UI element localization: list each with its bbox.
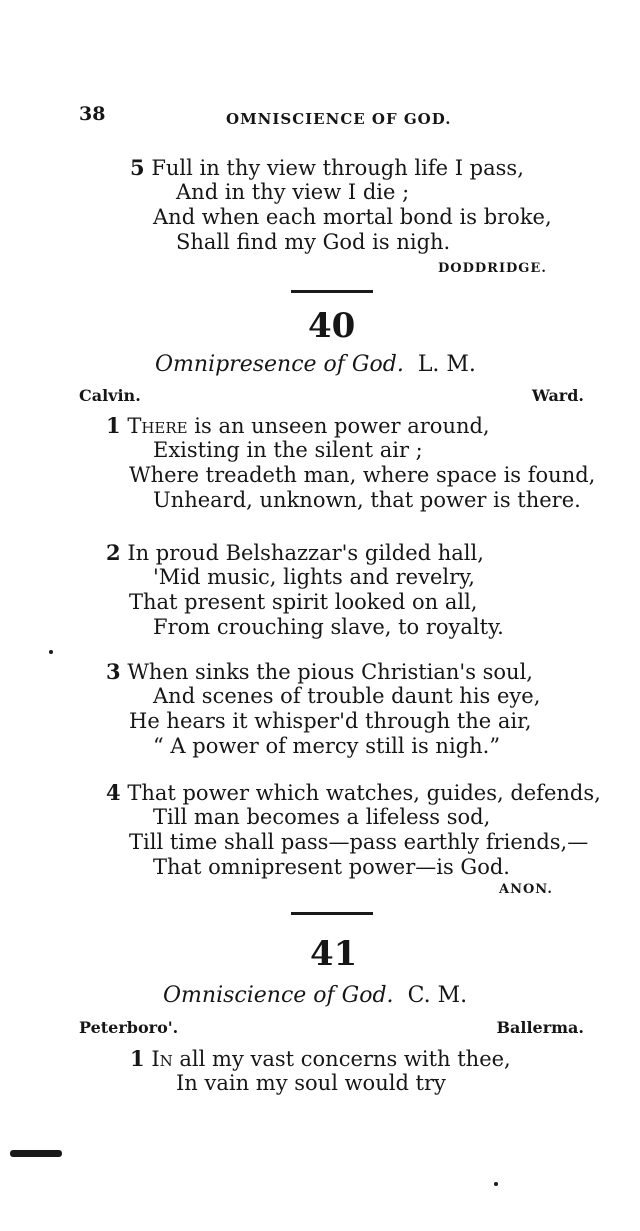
stanza-line [106, 780, 601, 805]
stanza-line: Till time shall pass—pass earthly friends,— [129, 830, 589, 854]
stanza-line [106, 413, 490, 438]
ink-speck [494, 1182, 498, 1186]
stanza-line [130, 1046, 511, 1071]
stanza-number: 2 [106, 540, 121, 565]
line-text: When sinks the pious Christian's soul, [127, 660, 533, 684]
first-word: There [127, 414, 188, 438]
meter: L. M. [417, 352, 476, 377]
hymn-number: 41 [310, 934, 358, 974]
hymn-title-text: Omnipresence of God. [155, 352, 404, 377]
meter: C. M. [407, 983, 468, 1008]
stanza-number: 4 [106, 780, 121, 805]
stanza-line [130, 155, 524, 180]
hymn-number: 40 [308, 306, 356, 346]
stanza-number: 1 [106, 413, 121, 438]
stanza-line: 'Mid music, lights and revelry, [153, 565, 475, 589]
stanza-line: That present spirit looked on all, [129, 590, 478, 614]
running-title: OMNISCIENCE OF GOD. [226, 110, 452, 128]
author-credit: DODDRIDGE. [438, 261, 547, 276]
stanza-line: Existing in the silent air ; [153, 438, 423, 462]
stanza-line: In vain my soul would try [176, 1071, 446, 1095]
section-divider [291, 290, 373, 293]
section-divider [291, 912, 373, 915]
stanza-number: 5 [130, 155, 145, 180]
stanza-line: “ A power of mercy still is nigh.” [153, 734, 501, 758]
tune-name-left: Peterboro'. [79, 1018, 179, 1037]
line-text: In proud Belshazzar's gilded hall, [127, 541, 484, 565]
tune-name-left: Calvin. [79, 386, 141, 405]
line-text: That power which watches, guides, defends, [127, 781, 601, 805]
stanza-line: And when each mortal bond is broke, [153, 205, 552, 229]
line-text: Full in thy view through life I pass, [151, 156, 524, 180]
hymn-title [163, 983, 467, 1008]
hymn-title [155, 352, 476, 377]
author-credit: ANON. [499, 882, 553, 897]
stanza-line: And scenes of trouble daunt his eye, [153, 684, 541, 708]
stanza-line: Till man becomes a lifeless sod, [153, 805, 491, 829]
stanza-line: Shall find my God is nigh. [176, 230, 451, 254]
tune-name-right: Ward. [531, 386, 584, 405]
line-text: is an unseen power around, [187, 414, 490, 438]
first-word: In [151, 1047, 173, 1071]
stanza-line: From crouching slave, to royalty. [153, 615, 504, 639]
ink-speck [49, 650, 53, 654]
stanza-line [106, 540, 484, 565]
page-number: 38 [79, 103, 106, 125]
hymn-title-text: Omniscience of God. [163, 983, 394, 1008]
stanza-line: Where treadeth man, where space is found, [129, 463, 596, 487]
stanza-number: 1 [130, 1046, 145, 1071]
tune-name-right: Ballerma. [496, 1018, 584, 1037]
stanza-line [106, 659, 533, 684]
stanza-line: That omnipresent power—is God. [153, 855, 510, 879]
stanza-line: He hears it whisper'd through the air, [129, 709, 532, 733]
stanza-number: 3 [106, 659, 121, 684]
stanza-line: Unheard, unknown, that power is there. [153, 488, 581, 512]
line-text: all my vast concerns with thee, [172, 1047, 511, 1071]
stanza-line: And in thy view I die ; [176, 180, 410, 204]
ink-smudge [10, 1150, 62, 1157]
